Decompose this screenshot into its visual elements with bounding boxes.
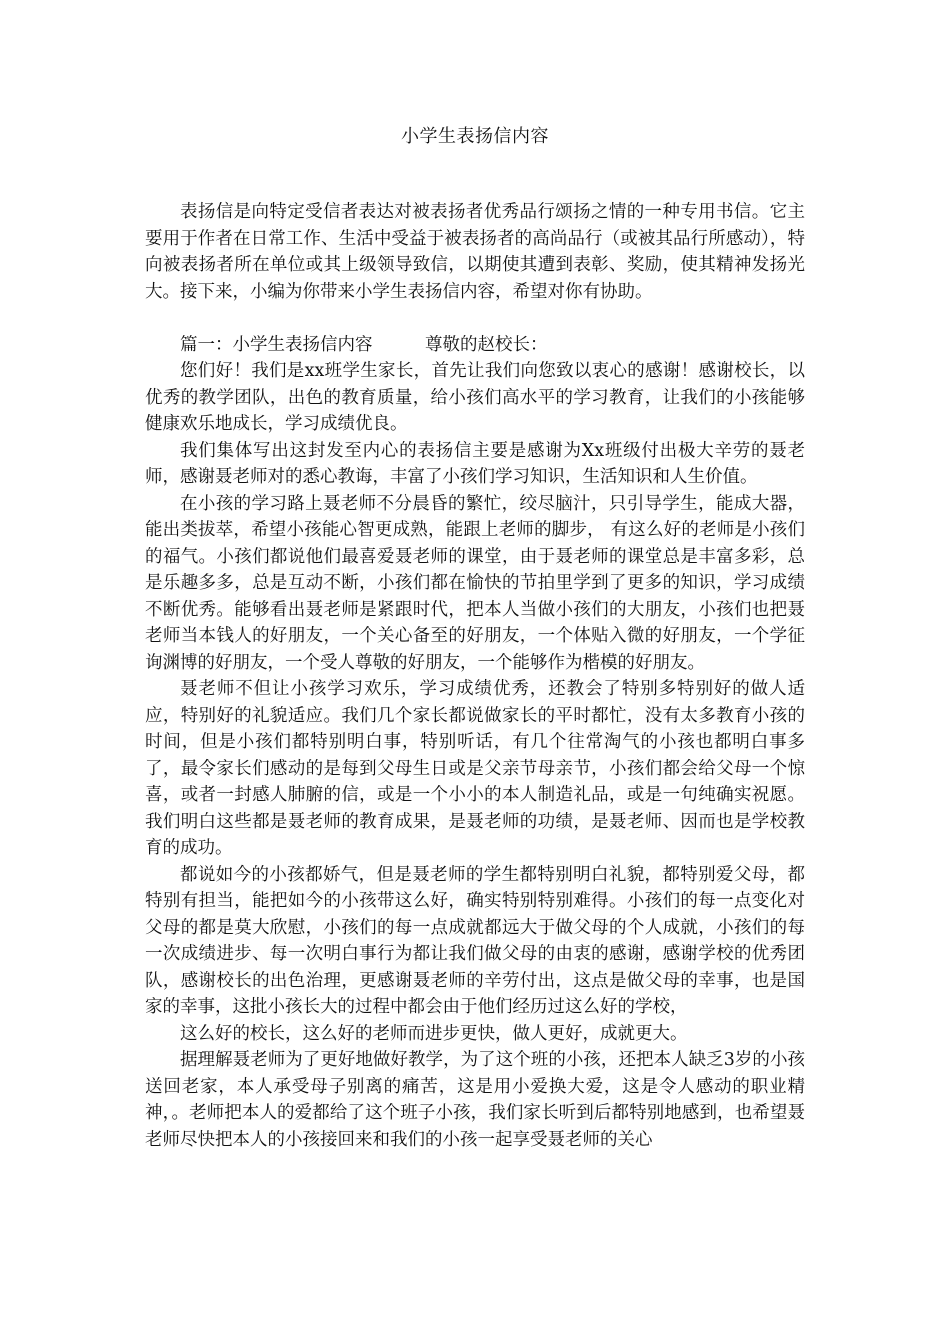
- document-title: 小学生表扬信内容: [401, 126, 549, 147]
- document-body: [145, 199, 805, 1153]
- body-paragraph-5: 都说如今的小孩都娇气，但是聂老师的学生都特别明白礼貌，都特别爱父母，都特别有担当，能把如今的小孩带这么好，确实特别特别难得。小孩们的每一点变化对父母的都是莫大欣慰，小孩们的每一点成就都远大于做父母的个人成就，小孩们的每一次成绩进步、每一次明白事行为都让我们做父母的由衷的感谢，感谢学校的优秀团队，感谢校长的出色治理，更感谢聂老师的辛劳付出，这点是做父母的幸事，也是国家的幸事，这批小孩长大的过程中都会由于他们经历过这么好的学校，: [145, 864, 805, 1017]
- body-paragraph-4: 聂老师不但让小孩学习欢乐，学习成绩优秀，还教会了特别多特别好的做人适应，特别好的礼貌适应。我们几个家长都说做家长的平时都忙，没有太多教育小孩的时间，但是小孩们都特别明白事，特别听话，有几个往常淘气的小孩也都明白事多了，最令家长们感动的是每到父母生日或是父亲节母亲节，小孩们都会给父母一个惊喜，或者一封感人肺腑的信，或是一个小小的本人制造礼品，或是一句纯确实祝愿。我们明白这些都是聂老师的教育成果，是聂老师的功绩，是聂老师、因而也是学校教育的成功。: [145, 679, 805, 858]
- section-heading-line: [145, 332, 805, 359]
- body-paragraph-7: 据理解聂老师为了更好地做好教学，为了这个班的小孩，还把本人缺乏3岁的小孩送回老家，本人承受母子别离的痛苦，这是用小爱换大爱，这是令人感动的职业精神，。老师把本人的爱都给了这个班子小孩，我们家长听到后都特别地感到，也希望聂老师尽快把本人的小孩接回来和我们的小孩一起享受聂老师的关心: [145, 1050, 805, 1150]
- intro-paragraph: 表扬信是向特定受信者表达对被表扬者优秀品行颂扬之情的一种专用书信。它主要用于作者在日常工作、生活中受益于被表扬者的高尚品行（或被其品行所感动），特向被表扬者所在单位或其上级领导致信，以期使其遭到表彰、奖励，使其精神发扬光大。接下来，小编为你带来小学生表扬信内容，希望对你有协助。: [145, 202, 805, 302]
- salutation: 尊敬的赵校长：: [425, 334, 548, 355]
- body-paragraph-3: 在小孩的学习路上聂老师不分晨昏的繁忙，绞尽脑汁，只引导学生，能成大器，能出类拔萃，希望小孩能心智更成熟，能跟上老师的脚步， 有这么好的老师是小孩们的福气。小孩们都说他们最喜爱聂老师的课堂，由于聂老师的课堂总是丰富多彩，总是乐趣多多，总是互动不断，小孩们都在愉快的节拍里学到了更多的知识，学习成绩不断优秀。能够看出聂老师是紧跟时代，把本人当做小孩们的大朋友，小孩们也把聂老师当本钱人的好朋友，一个关心备至的好朋友，一个体贴入微的好朋友，一个学征询渊博的好朋友，一个受人尊敬的好朋友，一个能够作为楷模的好朋友。: [145, 493, 805, 673]
- body-paragraph-6: 这么好的校长，这么好的老师而进步更快，做人更好，成就更大。: [180, 1023, 688, 1044]
- section-heading: 篇一：小学生表扬信内容: [180, 334, 373, 355]
- body-paragraph-2: 我们集体写出这封发至内心的表扬信主要是感谢为Xx班级付出极大辛劳的聂老师，感谢聂老师对的悉心教诲，丰富了小孩们学习知识，生活知识和人生价值。: [145, 440, 805, 487]
- body-paragraph-1: 您们好！我们是xx班学生家长，首先让我们向您致以衷心的感谢！感谢校长，以优秀的教学团队，出色的教育质量，给小孩们高水平的学习教育，让我们的小孩能够健康欢乐地成长，学习成绩优良。: [145, 361, 805, 434]
- paragraph-spacer: [145, 305, 805, 332]
